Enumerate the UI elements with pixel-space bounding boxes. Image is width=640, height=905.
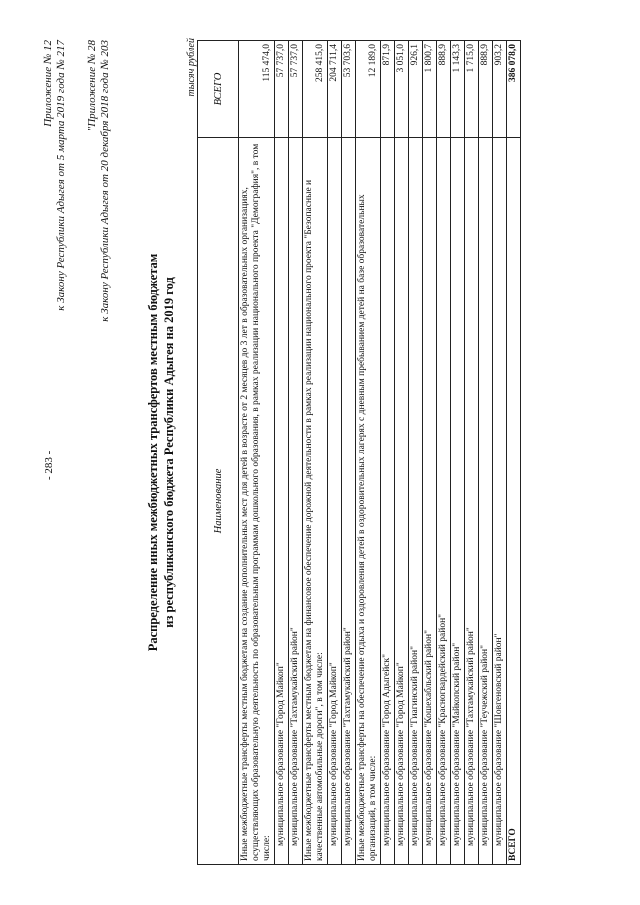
row-value: 258 415,0 <box>303 41 328 138</box>
row-value: 903,2 <box>493 41 507 138</box>
row-value: 1 800,7 <box>423 41 437 138</box>
row-name: муниципальное образование "Тахтамукайский район" <box>342 138 356 865</box>
row-value: 3 051,0 <box>395 41 409 138</box>
appendix-original-line1: "Приложение № 28 <box>86 40 98 132</box>
appendix-current-line1: Приложение № 12 <box>42 40 54 127</box>
row-name: муниципальное образование "Город Майкоп" <box>275 138 289 865</box>
header-total: ВСЕГО <box>198 41 239 138</box>
row-value: 1 143,3 <box>451 41 465 138</box>
table-header-row <box>198 41 239 865</box>
table-row <box>303 41 328 865</box>
row-name: муниципальное образование "Кошехабльский район" <box>423 138 437 865</box>
row-name: муниципальное образование "Тахтамукайский район" <box>465 138 479 865</box>
appendix-original-line2: к Закону Республики Адыгея от 20 декабря 2018 года № 203 <box>99 40 111 322</box>
row-name: Иные межбюджетные трансферты местным бюджетам на создание дополнительных мест для детей в возрасте от 2 месяцев до 3 лет в образовательных организациях, осуществляющих образовательную деятельность по образовательным программам дошкольного образования, в рамках реализации национального проекта "Демография", в том числе: <box>239 138 275 865</box>
table-row <box>381 41 395 865</box>
row-value: 115 474,0 <box>239 41 275 138</box>
row-name: муниципальное образование "Майкопский район" <box>451 138 465 865</box>
table-row <box>395 41 409 865</box>
row-name: муниципальное образование "Теучежский район" <box>479 138 493 865</box>
page-number: - 283 - <box>43 450 55 480</box>
appendix-current <box>42 40 68 311</box>
row-value: 926,1 <box>409 41 423 138</box>
row-value: 871,9 <box>381 41 395 138</box>
table-row <box>479 41 493 865</box>
row-name: Иные межбюджетные трансферты на обеспечение отдыха и оздоровления детей в оздоровительных лагерях с дневным пребыванием детей на базе образовательных организаций, в том числе: <box>356 138 381 865</box>
table-row <box>409 41 423 865</box>
header-name: Наименование <box>198 138 239 865</box>
table-body <box>239 41 521 865</box>
row-name: муниципальное образование "Город Майкоп" <box>328 138 342 865</box>
transfers-table <box>197 40 521 865</box>
row-name: Иные межбюджетные трансферты местным бюджетам на финансовое обеспечение дорожной деятельности в рамках реализации национального проекта "Безопасные и качественные автомобильные дороги", в том числе: <box>303 138 328 865</box>
table-row <box>423 41 437 865</box>
row-name: муниципальное образование "Красногвардейский район" <box>437 138 451 865</box>
document-title <box>145 0 177 905</box>
row-value: 888,9 <box>479 41 493 138</box>
table-row <box>275 41 289 865</box>
appendix-current-line2: к Закону Республики Адыгея от 5 марта 2019 года № 217 <box>55 40 67 311</box>
row-value: 888,9 <box>437 41 451 138</box>
row-value: 12 189,0 <box>356 41 381 138</box>
total-value: 386 078,0 <box>507 41 521 138</box>
table-row <box>493 41 507 865</box>
table-row <box>328 41 342 865</box>
table-row <box>356 41 381 865</box>
row-value: 1 715,0 <box>465 41 479 138</box>
row-name: муниципальное образование "Город Адыгейск" <box>381 138 395 865</box>
row-value: 57 737,0 <box>275 41 289 138</box>
table-row <box>451 41 465 865</box>
row-name: муниципальное образование "Шовгеновский район" <box>493 138 507 865</box>
table-row <box>289 41 303 865</box>
table-row <box>465 41 479 865</box>
row-value: 57 737,0 <box>289 41 303 138</box>
table-row <box>239 41 275 865</box>
table-row <box>342 41 356 865</box>
title-line2: из республиканского бюджета Республики Адыгея на 2019 год <box>162 277 176 628</box>
row-value: 204 711,4 <box>328 41 342 138</box>
total-row <box>507 41 521 865</box>
row-name: муниципальное образование "Тахтамукайский район" <box>289 138 303 865</box>
table-row <box>437 41 451 865</box>
total-label: ВСЕГО <box>507 138 521 865</box>
row-name: муниципальное образование "Город Майкоп" <box>395 138 409 865</box>
row-value: 53 703,6 <box>342 41 356 138</box>
row-name: муниципальное образование "Гиагинский район" <box>409 138 423 865</box>
units-label: тысяч рублей <box>186 38 197 97</box>
title-line1: Распределение иных межбюджетных трансфертов местным бюджетам <box>146 253 160 652</box>
appendix-original <box>86 40 112 322</box>
